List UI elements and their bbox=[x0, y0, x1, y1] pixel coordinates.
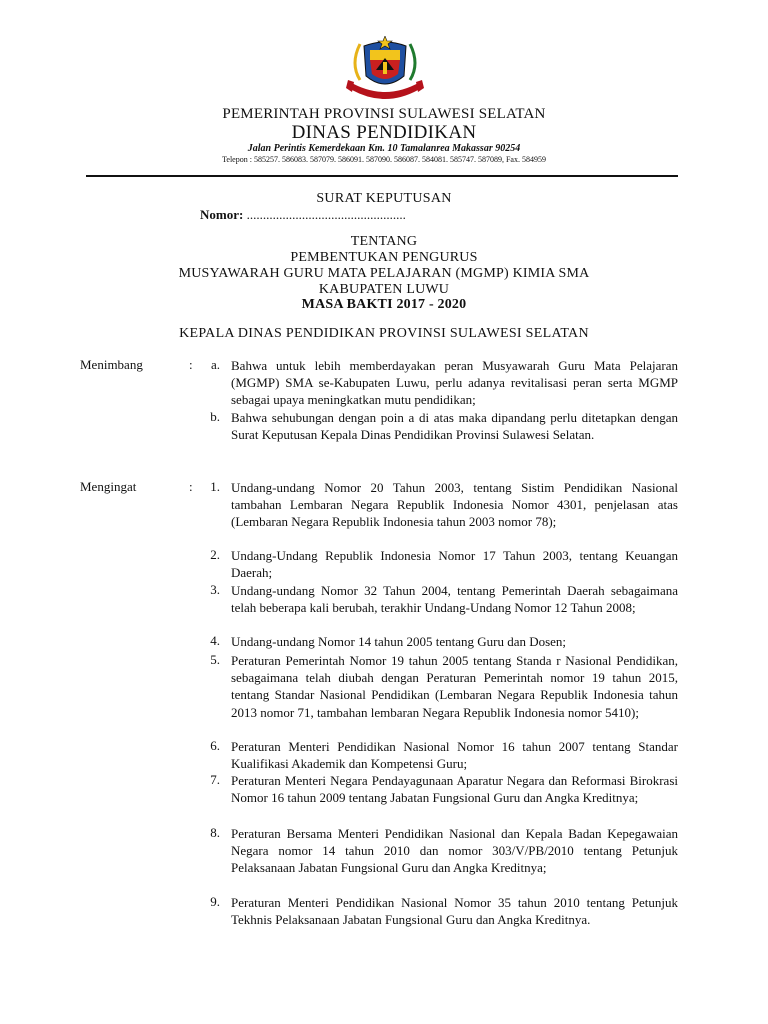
list-item: Undang-Undang Republik Indonesia Nomor 17 Tahun 2003, tentang Keuangan Daerah; bbox=[231, 548, 678, 581]
list-marker: 1. bbox=[210, 479, 220, 494]
decree-number-value: ................................................. bbox=[246, 207, 406, 222]
list-marker: 3. bbox=[210, 582, 220, 597]
section-colon: : bbox=[189, 479, 193, 494]
decree-subject-line: MASA BAKTI 2017 - 2020 bbox=[301, 297, 467, 312]
provincial-coat-of-arms-icon bbox=[346, 36, 424, 100]
list-marker: 5. bbox=[210, 652, 220, 667]
letterhead-agency: DINAS PENDIDIKAN bbox=[291, 122, 477, 143]
section-label-menimbang: Menimbang bbox=[80, 357, 143, 372]
list-item: Bahwa sehubungan dengan poin a di atas maka dipandang perlu ditetapkan dengan Surat Keputusan Kepala Dinas Pendidikan Provinsi Sulawesi Selatan. bbox=[231, 410, 678, 443]
decree-subject-line: KABUPATEN LUWU bbox=[318, 282, 450, 297]
list-item: Peraturan Menteri Negara Pendayagunaan Aparatur Negara dan Reformasi Birokrasi Nomor 16 tahun 2009 tentang Jabatan Fungsional Guru dan Angka Kreditnya; bbox=[231, 773, 678, 806]
decree-issuer: KEPALA DINAS PENDIDIKAN PROVINSI SULAWESI SELATAN bbox=[179, 326, 589, 341]
list-item: Peraturan Menteri Pendidikan Nasional Nomor 16 tahun 2007 tentang Standar Kualifikasi Akademik dan Kompetensi Guru; bbox=[231, 739, 678, 772]
list-marker: 7. bbox=[210, 772, 220, 787]
section-label-mengingat: Mengingat bbox=[80, 479, 137, 494]
list-marker: 2. bbox=[210, 547, 220, 562]
decree-number bbox=[200, 207, 406, 223]
list-item: Bahwa untuk lebih memberdayakan peran Musyawarah Guru Mata Pelajaran (MGMP) SMA se-Kabupaten Luwu, perlu adanya revitalisasi peran serta MGMP sebagai upaya meningkatkan mutu pendidikan; bbox=[231, 358, 678, 408]
list-marker: b. bbox=[210, 409, 220, 424]
list-item: Undang-undang Nomor 14 tahun 2005 tentang Guru dan Dosen; bbox=[231, 634, 567, 649]
decree-about: TENTANG bbox=[350, 234, 418, 249]
decree-subject-line: PEMBENTUKAN PENGURUS bbox=[290, 250, 478, 265]
list-item: Undang-undang Nomor 20 Tahun 2003, tentang Sistim Pendidikan Nasional tambahan Lembaran Negara Republik Indonesia Nomor 4301, penjelasan atas (Lembaran Negara Republik Indonesia tahun 2003 nomor 78); bbox=[231, 480, 678, 530]
letterhead-government: PEMERINTAH PROVINSI SULAWESI SELATAN bbox=[222, 106, 546, 122]
list-item: Undang-undang Nomor 32 Tahun 2004, tentang Pemerintah Daerah sebagaimana telah beberapa kali berubah, terakhir Undang-Undang Nomor 12 Tahun 2008; bbox=[231, 583, 678, 616]
decree-title: SURAT KEPUTUSAN bbox=[316, 191, 452, 206]
decree-subject-line: MUSYAWARAH GURU MATA PELAJARAN (MGMP) KIMIA SMA bbox=[178, 266, 590, 281]
letterhead-address: Jalan Perintis Kemerdekaan Km. 10 Tamalanrea Makassar 90254 bbox=[247, 143, 521, 154]
letterhead-phone: Telepon : 585257. 586083. 587079. 586091. 587090. 586087. 584081. 585747. 587089, Fax. 584959 bbox=[222, 155, 546, 164]
list-item: Peraturan Menteri Pendidikan Nasional Nomor 35 tahun 2010 tentang Petunjuk Tekhnis Pelaksanaan Jabatan Fungsional Guru dan Angka Kreditnya. bbox=[231, 895, 678, 928]
section-colon: : bbox=[189, 357, 193, 372]
list-marker: 4. bbox=[210, 633, 220, 648]
list-item: Peraturan Pemerintah Nomor 19 tahun 2005 tentang Standa r Nasional Pendidikan, sebagaimana telah diubah dengan Peraturan Pemerintah nomor 19 tahun 2015, tentang Standar Nasional Pendidikan (Lembaran Negara Republik Indonesia tahun 2013 nomor 71, tambahan lembaran Negara Republik Indonesia nomor 5410); bbox=[231, 653, 678, 720]
list-marker: 6. bbox=[210, 738, 220, 753]
list-item: Peraturan Bersama Menteri Pendidikan Nasional dan Kepala Badan Kepegawaian Negara nomor 14 tahun 2010 dan nomor 303/V/PB/2010 tentang Petunjuk Pelaksanaan Jabatan Fungsional Guru dan Angka Kreditnya; bbox=[231, 826, 678, 876]
letterhead-divider bbox=[86, 175, 678, 177]
decree-number-label: Nomor: bbox=[200, 207, 244, 222]
list-marker: a. bbox=[210, 357, 220, 372]
list-marker: 9. bbox=[210, 894, 220, 909]
list-marker: 8. bbox=[210, 825, 220, 840]
